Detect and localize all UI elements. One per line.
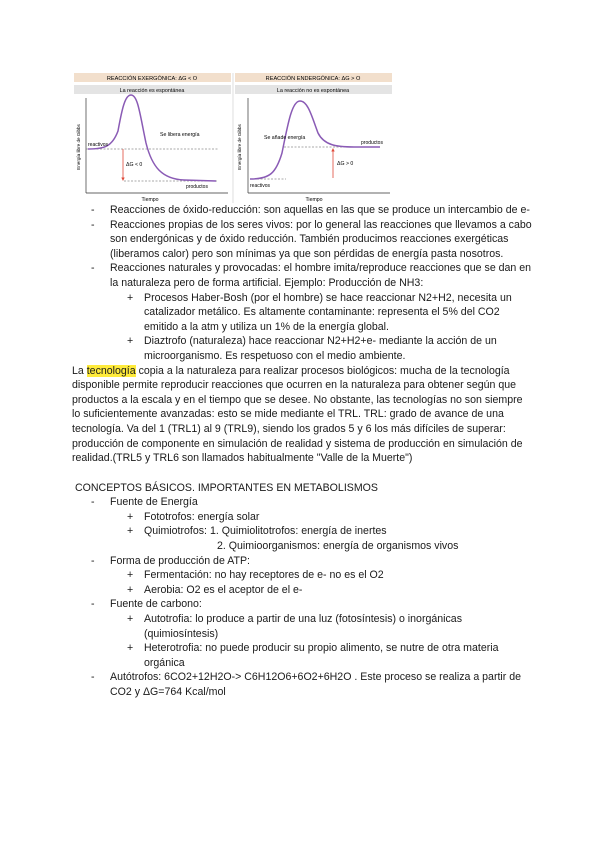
- exergonic-header: REACCIÓN EXERGÓNICA: ΔG < O: [106, 76, 198, 82]
- endergonic-reactants-label: reactivos: [250, 183, 271, 189]
- list-item-text: Fototrofos: energía solar: [144, 510, 260, 523]
- plus-marker: +: [127, 510, 134, 523]
- sublist-item-aerobia: [72, 583, 532, 598]
- endergonic-products-label: productos: [361, 140, 383, 146]
- paragraph-body: copia a la naturaleza para realizar procesos biológicos: mucha de la tecnología disponible permite reproducir reacciones que ocurren en la naturaleza para obtener según que productos a la escala y en el tiempo que se desee. No obstante, las tecnologías no son siempre lo suficientemente avanzadas: esto se mide mediante el TRL. TRL: grado de avance de una tecnología. Va del 1 (TRL1) al 9 (TRL9), siendo los grados 5 y 6 los más difíciles de superar: producción de componente en simulación de realidad y sistema de producción en simulación de realidad.(TRL5 y TRL6 son llamados habitualmente "Valle de la Muerte"): [72, 364, 523, 465]
- dash-marker: -: [91, 496, 95, 509]
- sublist-item-quimiotrofos: [72, 524, 532, 539]
- sublist-item-diaztrofo: [72, 334, 532, 363]
- endergonic-panel: [235, 73, 392, 203]
- dash-marker: -: [91, 671, 95, 684]
- list-item-text: Procesos Haber-Bosh (por el hombre) se hace reaccionar N2+H2, necesita un catalizador metálico. Es altamente contaminante: representa el 5% del CO2 emitido a la atm y utiliza un 1% de la energía global.: [144, 291, 512, 333]
- plus-marker: +: [127, 335, 134, 348]
- quimio-option-1: 1. Quimiolitotrofos: energía de inertes: [209, 525, 387, 538]
- list-item-autotrofos: [72, 670, 532, 699]
- plus-marker: +: [127, 291, 134, 304]
- endergonic-energy-note: Se añade energía: [264, 135, 306, 141]
- technology-paragraph: [72, 364, 532, 466]
- dash-marker: -: [91, 262, 95, 275]
- exergonic-ylabel: Energía libre de Gibbs: [76, 124, 81, 170]
- exergonic-reactants-label: reactivos: [88, 142, 109, 148]
- list-item-energy-source: [72, 495, 532, 510]
- sublist-item-haber-bosh: [72, 291, 532, 335]
- plus-marker: +: [127, 525, 134, 538]
- endergonic-header: REACCIÓN ENDERGÓNICA: ΔG > O: [265, 76, 361, 82]
- quimio-option-2: 2. Quimioorganismos: energía de organismos vivos: [217, 540, 459, 553]
- paragraph-prefix: La: [72, 364, 87, 377]
- exergonic-xlabel: Tiempo: [141, 197, 159, 203]
- endergonic-arrowhead: [331, 148, 334, 152]
- list-item-text: Heterotrofia: no puede producir su propio alimento, se nutre de otra materia orgánica: [144, 642, 499, 669]
- endergonic-ylabel: Energía libre de Gibbs: [237, 124, 242, 170]
- list-item-text: Autótrofos: 6CO2+12H2O-> C6H12O6+6O2+6H2O . Este proceso se realiza a partir de CO2 y ΔG=764 Kcal/mol: [110, 671, 522, 698]
- plus-marker: +: [127, 613, 134, 626]
- quimio-option-2-row: [72, 539, 532, 554]
- list-item-redox: [72, 203, 532, 218]
- list-item-living-reactions: [72, 218, 532, 262]
- highlighted-word: tecnología: [86, 364, 136, 377]
- list-item-carbon-source: [72, 597, 532, 612]
- dash-marker: -: [91, 554, 95, 567]
- sublist-item-autotrofia: [72, 612, 532, 641]
- dash-marker: -: [91, 218, 95, 231]
- endergonic-xlabel: Tiempo: [305, 197, 323, 203]
- list-item-text: Forma de producción de ATP:: [110, 554, 250, 567]
- endergonic-subheader: La reacción no es espontánea: [276, 88, 350, 94]
- list-item-natural-reactions: [72, 261, 532, 290]
- list-item-text: Diaztrofo (naturaleza) hace reaccionar N2+H2+e- mediante la acción de un microorganismo. Es respetuoso con el medio ambiente.: [144, 335, 497, 362]
- dash-marker: -: [91, 204, 95, 216]
- section-heading: CONCEPTOS BÁSICOS. IMPORTANTES EN METABOLISMOS: [75, 481, 378, 494]
- exergonic-curve: [88, 95, 216, 181]
- list-item-atp: [72, 554, 532, 569]
- dash-marker: -: [91, 598, 95, 611]
- plus-marker: +: [127, 583, 134, 596]
- plus-marker: +: [127, 642, 134, 655]
- exergonic-delta-label: ΔG < 0: [126, 162, 143, 168]
- list-item-text: Autotrofia: lo produce a partir de una luz (fotosíntesis) o inorgánicas (quimiosíntesis): [144, 613, 462, 640]
- sublist-item-fermentacion: [72, 568, 532, 583]
- exergonic-products-label: productos: [186, 184, 208, 190]
- exergonic-panel: [74, 73, 231, 203]
- list-item-text: Fermentación: no hay receptores de e- no es el O2: [144, 569, 384, 582]
- list-item-text: Fuente de carbono:: [110, 598, 202, 611]
- exergonic-arrowhead: [121, 178, 124, 182]
- plus-marker: +: [127, 569, 134, 582]
- exergonic-subheader: La reacción es espontánea: [119, 88, 185, 94]
- list-item-text: Fuente de Energía: [110, 496, 198, 509]
- sublist-item-fototrofos: [72, 510, 532, 525]
- list-item-text: Aerobia: O2 es el aceptor de el e-: [144, 583, 303, 596]
- list-item-text: Quimiotrofos:: [144, 525, 207, 538]
- list-item-text: Reacciones de óxido-reducción: son aquellas en las que se produce un intercambio de e-: [110, 204, 530, 216]
- list-item-text: Reacciones propias de los seres vivos: por lo general las reacciones que llevamos a cabo son endergónicas y de óxido reducción. También producimos reacciones exergéticas (liberamos calor) pero son mínimas ya que son pérdidas de energía pasta nosotros.: [110, 218, 532, 260]
- exergonic-energy-note: Se libera energía: [160, 132, 200, 138]
- list-item-text: Reacciones naturales y provocadas: el hombre imita/reproduce reacciones que se dan en la naturaleza pero de forma artificial. Ejemplo: Producción de NH3:: [110, 262, 532, 289]
- endergonic-delta-label: ΔG > 0: [337, 161, 354, 167]
- document-body: [72, 203, 532, 700]
- sublist-item-heterotrofia: [72, 641, 532, 670]
- gibbs-energy-figure: [74, 73, 392, 203]
